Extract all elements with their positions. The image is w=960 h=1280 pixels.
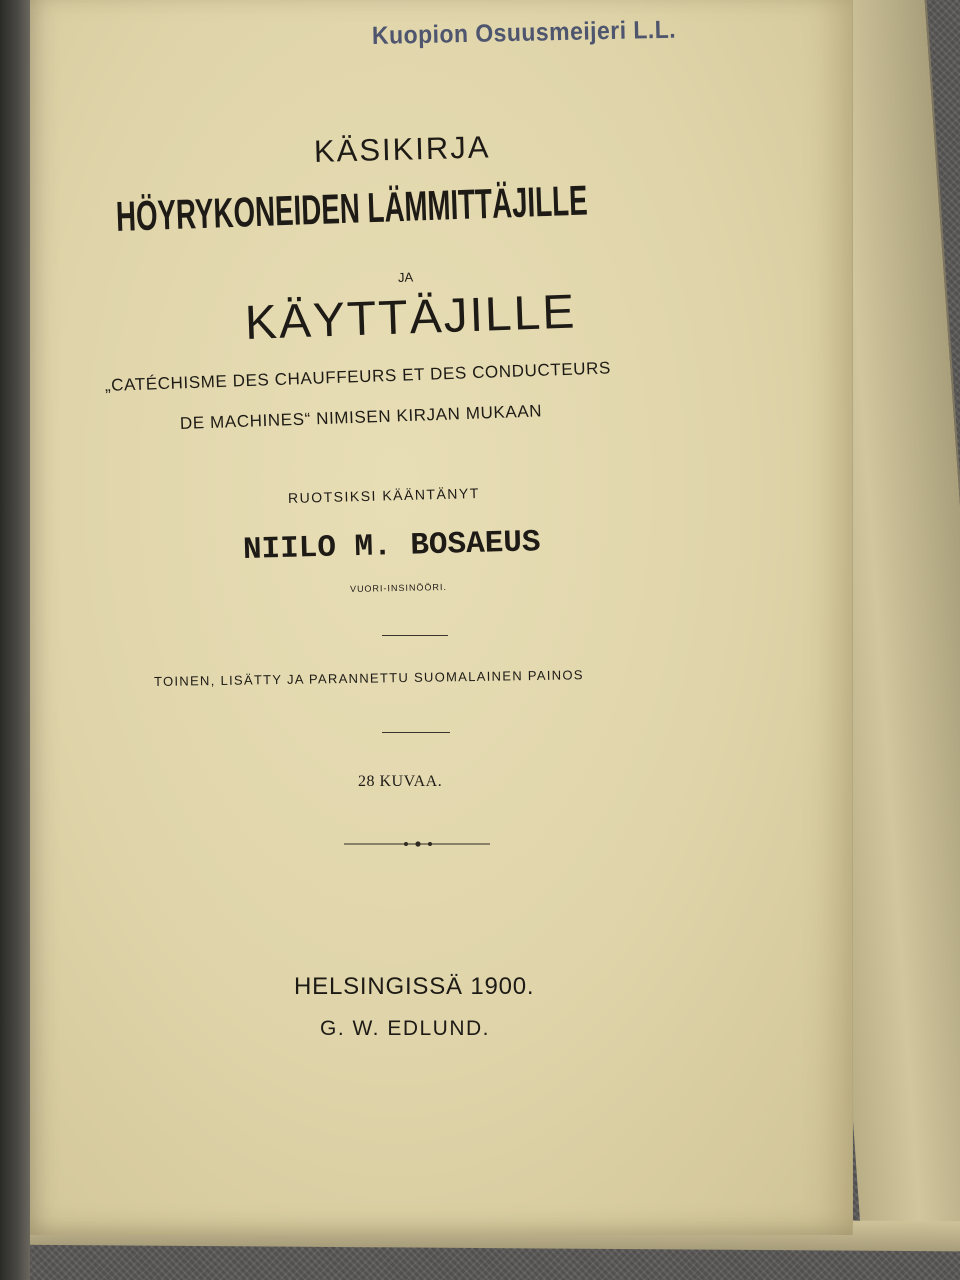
title-line-2: HÖYRYKONEIDEN LÄMMITTÄJILLE	[115, 176, 589, 240]
imprint-place-year: HELSINGISSÄ 1900.	[294, 973, 535, 1000]
figures-count: 28 KUVAA.	[358, 773, 443, 790]
ornament-divider	[344, 838, 490, 850]
edition-note: TOINEN, LISÄTTY JA PARANNETTU SUOMALAINEN PAINOS	[153, 667, 584, 689]
divider-rule-1	[382, 635, 448, 636]
title-line-1: KÄSIKIRJA	[313, 129, 491, 169]
translation-note: RUOTSIKSI KÄÄNTÄNYT	[287, 484, 481, 506]
author-name: NIILO M. BOSAEUS	[242, 525, 542, 568]
imprint-publisher: G. W. EDLUND.	[320, 1017, 491, 1040]
title-line-3: KÄYTTÄJILLE	[244, 285, 578, 350]
ownership-stamp: Kuopion Osuusmeijeri L.L.	[371, 15, 677, 50]
subtitle-line-2: DE MACHINES“ NIMISEN KIRJAN MUKAAN	[179, 401, 543, 433]
title-connector: JA	[397, 269, 414, 285]
divider-rule-2	[382, 732, 450, 733]
author-profession: VUORI-INSINÖÖRI.	[349, 581, 448, 594]
subtitle-line-1: „CATÉCHISME DES CHAUFFEURS ET DES CONDUCTEURS	[104, 358, 612, 395]
